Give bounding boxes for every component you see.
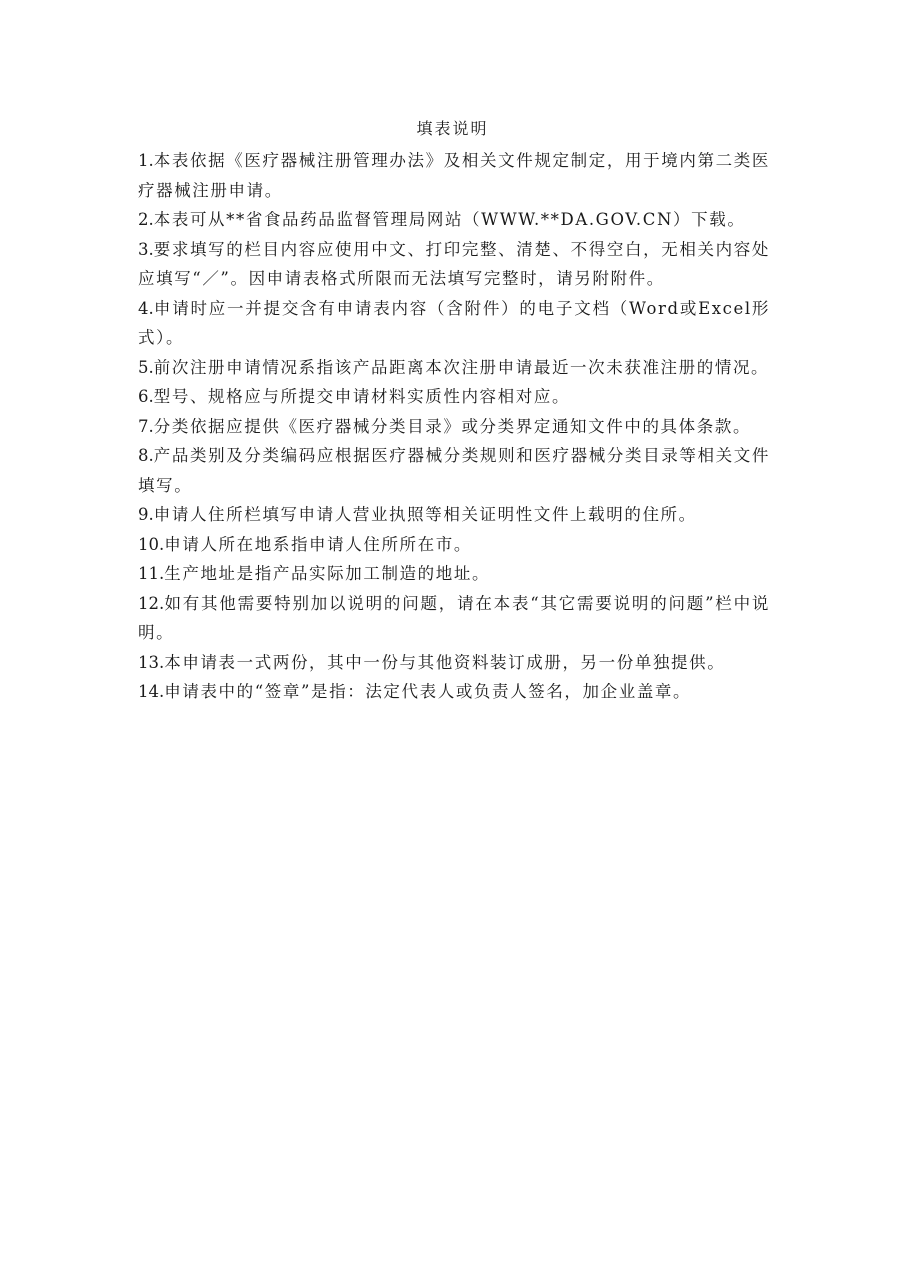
instruction-item [138,500,770,530]
instruction-item [138,441,770,500]
instruction-item [138,294,770,353]
instruction-item [138,677,770,707]
instruction-item [138,530,770,560]
instruction-item [138,235,770,294]
item-number: 2. [138,210,154,229]
item-text: 型号、规格应与所提交申请材料实质性内容相对应。 [153,387,571,406]
item-text: 要求填写的栏目内容应使用中文、打印完整、清楚、不得空白，无相关内容处应填写“／”。因申请表格式所限而无法填写完整时，请另附附件。 [138,239,770,288]
item-text: 申请人住所栏填写申请人营业执照等相关证明性文件上载明的住所。 [153,505,697,524]
instruction-item [138,205,770,235]
item-text: 本申请表一式两份，其中一份与其他资料装订成册，另一份单独提供。 [164,652,726,672]
instruction-item [138,146,770,205]
item-number: 3. [138,239,154,259]
item-text: 本表可从**省食品药品监督管理局网站（WWW.**DA.GOV.CN）下载。 [153,210,746,229]
item-text: 如有其他需要特别加以说明的问题，请在本表“其它需要说明的问题”栏中说明。 [138,593,770,642]
item-number: 9. [138,505,154,524]
item-number: 5. [138,357,154,377]
item-text: 本表依据《医疗器械注册管理办法》及相关文件规定制定，用于境内第二类医疗器械注册申请。 [138,151,770,200]
item-number: 8. [138,446,154,465]
item-text: 申请时应一并提交含有申请表内容（含附件）的电子文档（Word或Excel形式）。 [138,298,770,347]
item-number: 6. [138,387,154,406]
page-title: 填表说明 [416,119,489,138]
item-number: 1. [138,151,154,170]
instruction-list [138,146,770,707]
item-text: 申请人所在地系指申请人住所所在市。 [164,534,472,554]
item-number: 12. [138,593,165,613]
item-number: 14. [138,682,165,701]
item-text: 产品类别及分类编码应根据医疗器械分类规则和医疗器械分类目录等相关文件填写。 [138,446,770,495]
item-text: 生产地址是指产品实际加工制造的地址。 [164,564,491,583]
instruction-item [138,353,770,383]
instruction-item [138,382,770,412]
instruction-item [138,559,770,589]
item-number: 13. [138,652,165,672]
item-text: 申请表中的“签章”是指：法定代表人或负责人签名，加企业盖章。 [164,682,692,701]
item-text: 前次注册申请情况系指该产品距离本次注册申请最近一次未获准注册的情况。 [153,357,770,377]
item-number: 11. [138,564,165,583]
item-text: 分类依据应提供《医疗器械分类目录》或分类界定通知文件中的具体条款。 [153,416,752,436]
item-number: 7. [138,416,154,436]
instruction-item [138,648,770,678]
item-number: 4. [138,298,154,318]
instruction-item [138,589,770,648]
instruction-item [138,412,770,442]
item-number: 10. [138,534,165,554]
